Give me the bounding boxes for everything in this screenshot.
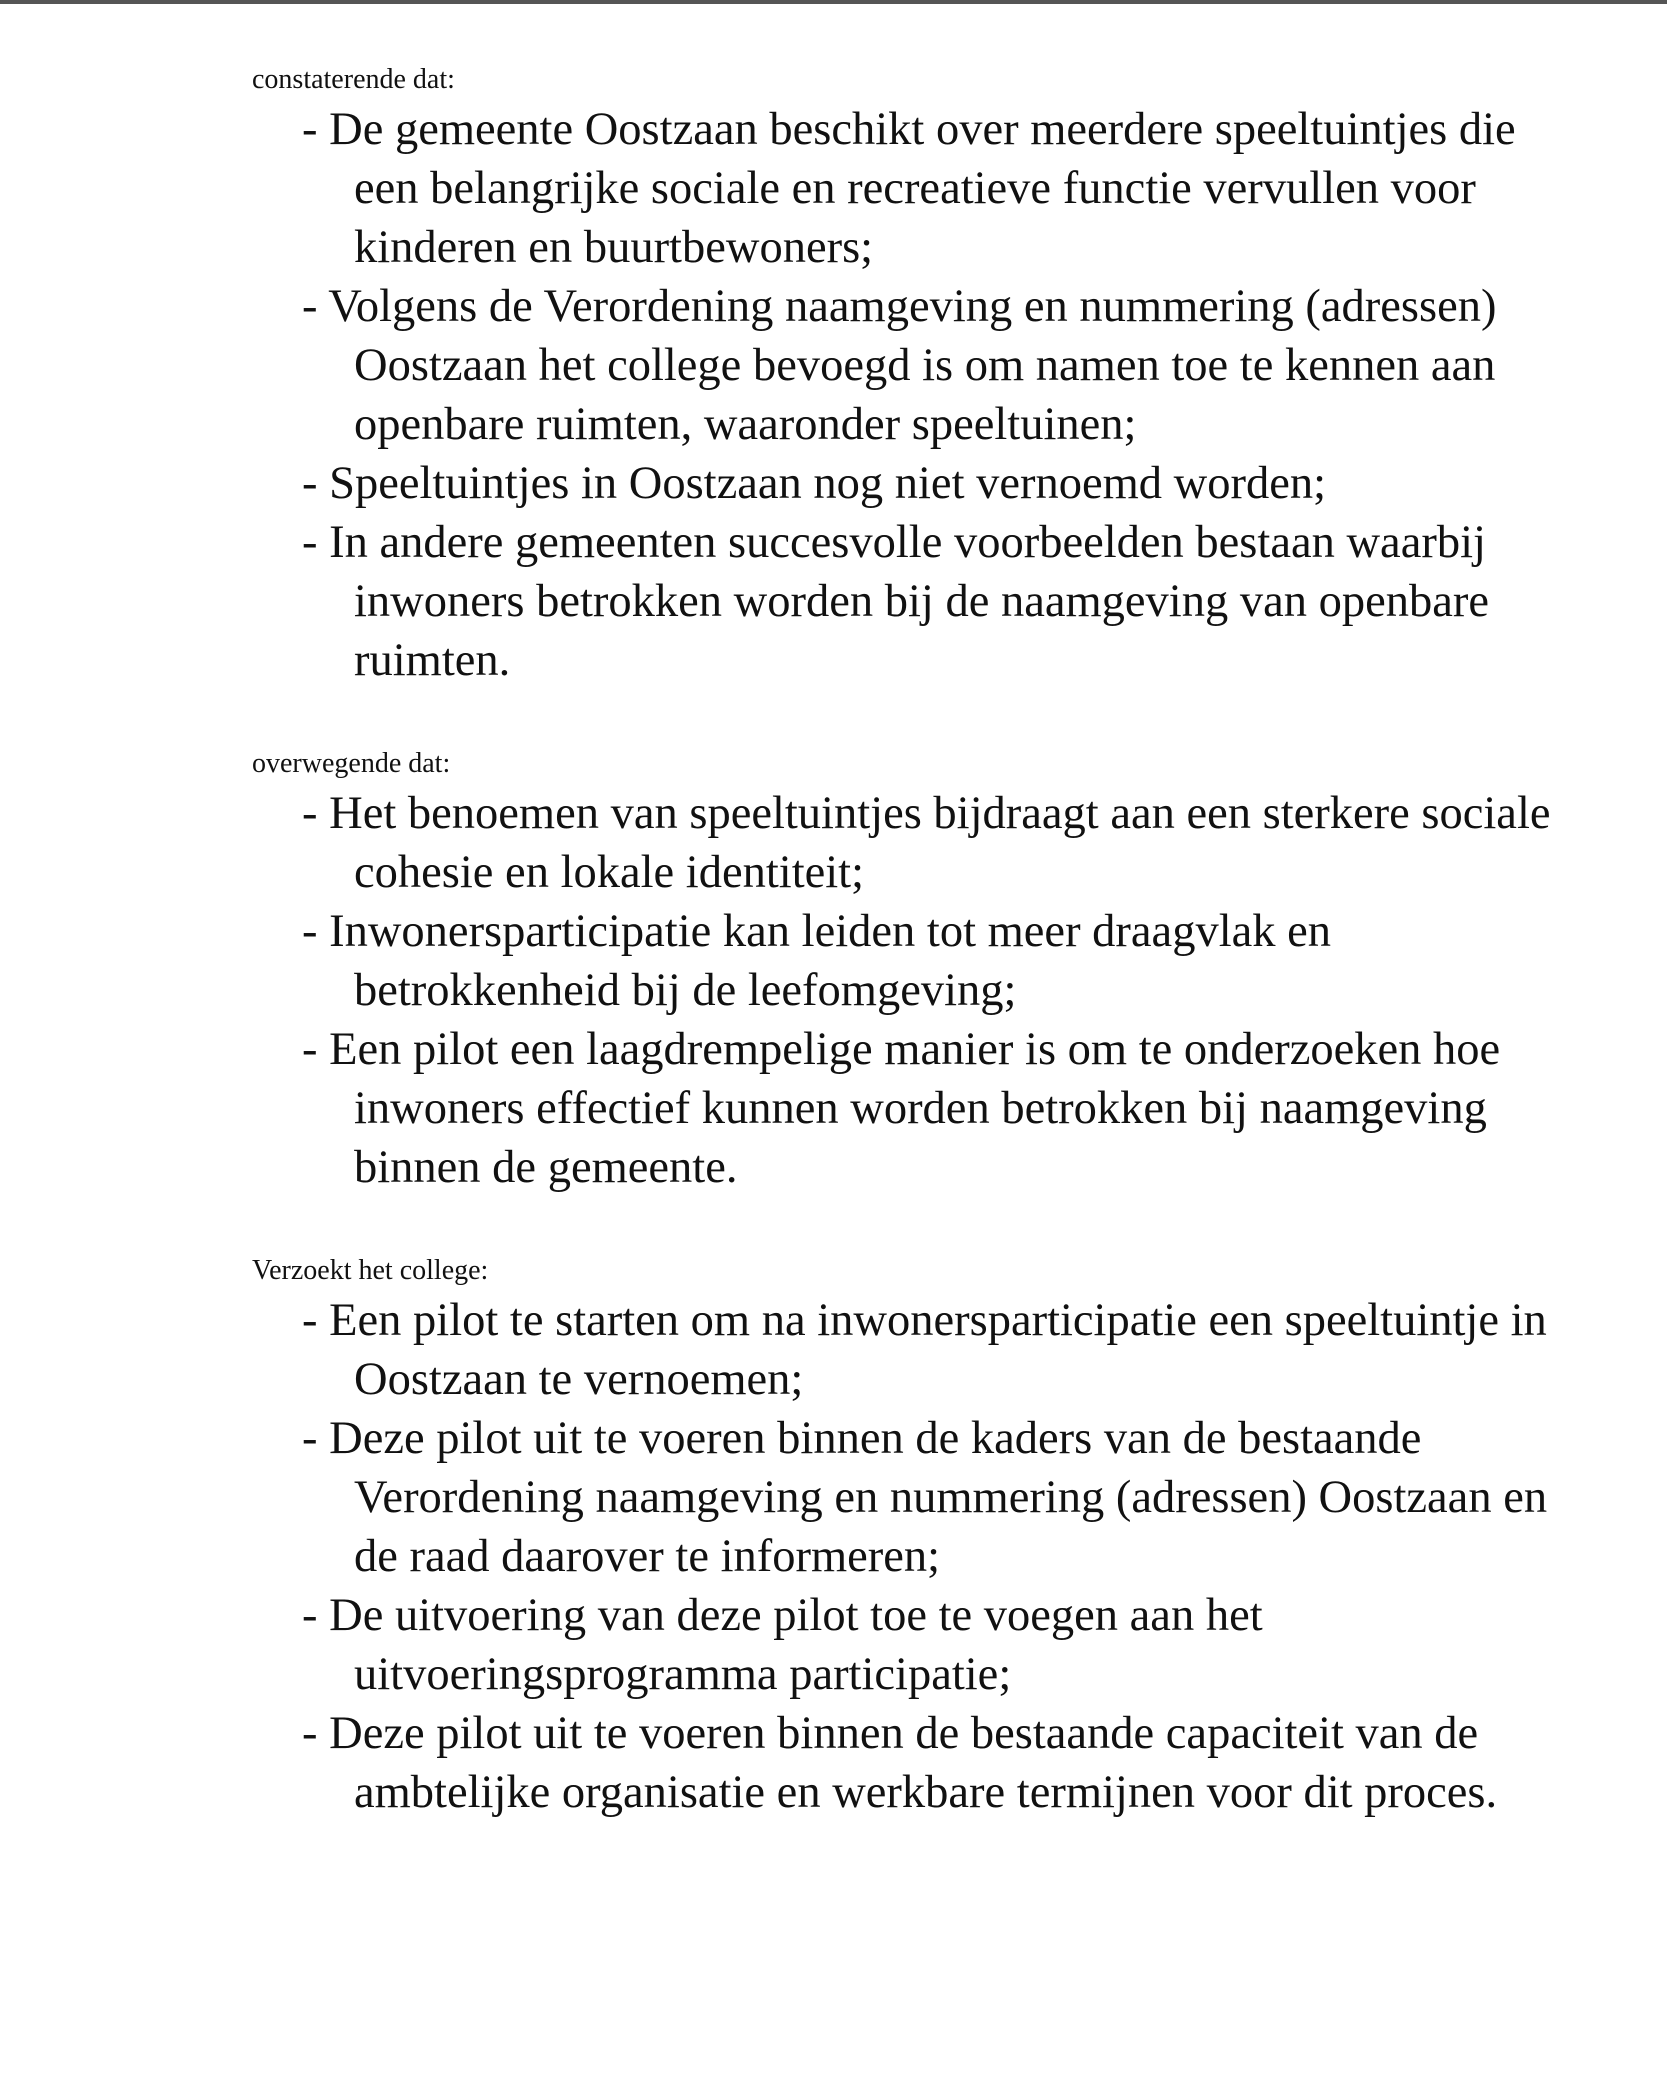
list-item: - Volgens de Verordening naamgeving en nummering (adressen) Oostzaan het college bevoegd is om namen toe te kennen aan openbare ruimten, waaronder speeltuinen; bbox=[302, 281, 1497, 450]
section-heading: Verzoekt het college: bbox=[252, 1255, 489, 1286]
section-constaterende bbox=[252, 60, 1552, 690]
list-item: - Een pilot te starten om na inwonersparticipatie een speeltuintje in Oostzaan te vernoemen; bbox=[302, 1295, 1547, 1405]
list-item: - De gemeente Oostzaan beschikt over meerdere speeltuintjes die een belangrijke sociale en recreatieve functie vervullen voor kinderen en buurtbewoners; bbox=[302, 104, 1516, 273]
top-border bbox=[0, 0, 1667, 4]
list-item: - De uitvoering van deze pilot toe te voegen aan het uitvoeringsprogramma participatie; bbox=[302, 1590, 1263, 1700]
document-body bbox=[252, 60, 1552, 1822]
section-overwegende bbox=[252, 744, 1552, 1197]
list-item: - Deze pilot uit te voeren binnen de bestaande capaciteit van de ambtelijke organisatie en werkbare termijnen voor dit proces. bbox=[302, 1708, 1498, 1818]
list-item: - Inwonersparticipatie kan leiden tot meer draagvlak en betrokkenheid bij de leefomgeving; bbox=[302, 906, 1332, 1016]
list-item: - In andere gemeenten succesvolle voorbeelden bestaan waarbij inwoners betrokken worden bij de naamgeving van openbare ruimten. bbox=[302, 517, 1490, 686]
list-item: - Speeltuintjes in Oostzaan nog niet vernoemd worden; bbox=[302, 458, 1327, 509]
list-item: - Het benoemen van speeltuintjes bijdraagt aan een sterkere sociale cohesie en lokale identiteit; bbox=[302, 788, 1551, 898]
section-heading: overwegende dat: bbox=[252, 748, 451, 779]
item-list bbox=[252, 1291, 1552, 1822]
section-heading: constaterende dat: bbox=[252, 64, 455, 95]
item-list bbox=[252, 784, 1552, 1197]
list-item: - Een pilot een laagdrempelige manier is om te onderzoeken hoe inwoners effectief kunnen worden betrokken bij naamgeving binnen de gemeente. bbox=[302, 1024, 1501, 1193]
item-list bbox=[252, 100, 1552, 690]
section-verzoekt bbox=[252, 1251, 1552, 1822]
list-item: - Deze pilot uit te voeren binnen de kaders van de bestaande Verordening naamgeving en nummering (adressen) Oostzaan en de raad daarover te informeren; bbox=[302, 1413, 1548, 1582]
